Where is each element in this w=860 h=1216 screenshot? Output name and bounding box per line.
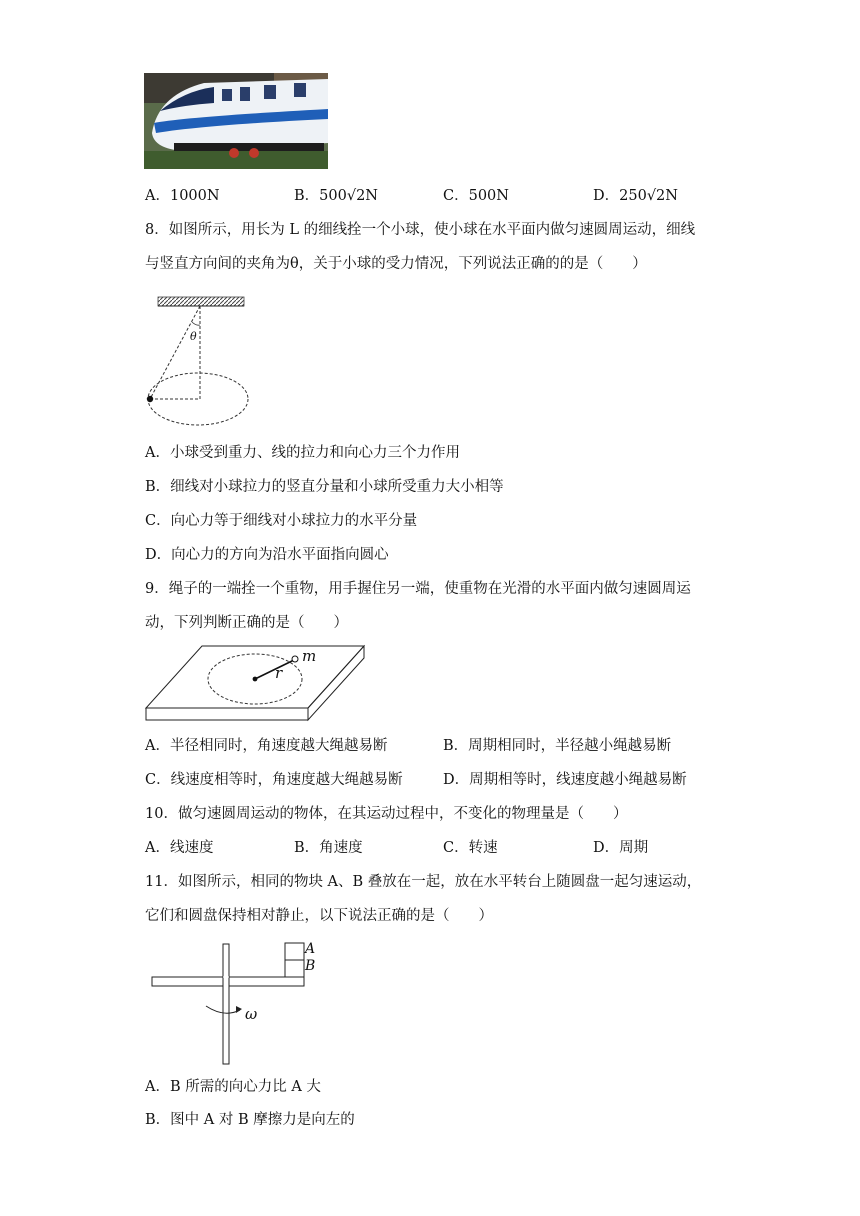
q9-mass-label: m xyxy=(302,647,317,665)
q9-horizontal-circle-figure xyxy=(140,640,370,730)
q7-option-a[interactable]: A．1000N xyxy=(145,188,220,204)
q11-stem-line-1: 11．如图所示，相同的物块 A、B 叠放在一起，放在水平转台上随圆盘一起匀速运动， xyxy=(145,874,702,890)
q10-option-a[interactable]: A．线速度 xyxy=(145,840,214,856)
q8-option-b[interactable]: B．细线对小球拉力的竖直分量和小球所受重力大小相等 xyxy=(145,479,504,495)
train-photo xyxy=(144,73,328,169)
q11-turntable-figure xyxy=(148,940,348,1068)
q8-option-a[interactable]: A．小球受到重力、线的拉力和向心力三个力作用 xyxy=(145,445,460,461)
q11-block-b-label: B xyxy=(305,958,316,974)
q8-theta-label: θ xyxy=(190,330,197,343)
q7-option-c[interactable]: C．500N xyxy=(443,188,509,204)
q9-stem-line-1: 9．绳子的一端拴一个重物，用手握住另一端，使重物在光滑的水平面内做匀速圆周运 xyxy=(145,581,691,597)
q8-option-d[interactable]: D．向心力的方向为沿水平面指向圆心 xyxy=(145,547,389,563)
q11-omega-label: ω xyxy=(245,1005,258,1023)
q11-stem-line-2: 它们和圆盘保持相对静止，以下说法正确的是（ ） xyxy=(145,908,493,924)
q7-option-d[interactable]: D．250√2N xyxy=(593,188,678,204)
q10-option-d[interactable]: D．周期 xyxy=(593,840,649,856)
q8-option-c[interactable]: C．向心力等于细线对小球拉力的水平分量 xyxy=(145,513,418,529)
q9-stem-line-2: 动，下列判断正确的是（ ） xyxy=(145,615,348,631)
q9-option-a[interactable]: A．半径相同时，角速度越大绳越易断 xyxy=(145,738,388,754)
q9-radius-label: r xyxy=(275,664,283,682)
q11-option-a[interactable]: A．B 所需的向心力比 A 大 xyxy=(145,1079,321,1095)
q8-conical-pendulum-figure xyxy=(140,292,260,432)
q9-option-d[interactable]: D．周期相等时，线速度越小绳越易断 xyxy=(443,772,687,788)
q8-stem-line-2: 与竖直方向间的夹角为θ，关于小球的受力情况，下列说法正确的的是（ ） xyxy=(145,256,647,272)
q10-stem: 10．做匀速圆周运动的物体，在其运动过程中，不变化的物理量是（ ） xyxy=(145,806,628,822)
q8-stem-line-1: 8．如图所示，用长为 L 的细线拴一个小球，使小球在水平面内做匀速圆周运动，细线 xyxy=(145,222,696,238)
q11-block-a-label: A xyxy=(305,941,316,957)
q10-option-c[interactable]: C．转速 xyxy=(443,840,498,856)
q9-option-b[interactable]: B．周期相同时，半径越小绳越易断 xyxy=(443,738,672,754)
q11-option-b[interactable]: B．图中 A 对 B 摩擦力是向左的 xyxy=(145,1112,355,1128)
q9-option-c[interactable]: C．线速度相等时，角速度越大绳越易断 xyxy=(145,772,403,788)
q7-option-b[interactable]: B．500√2N xyxy=(294,188,378,204)
q10-option-b[interactable]: B．角速度 xyxy=(294,840,363,856)
